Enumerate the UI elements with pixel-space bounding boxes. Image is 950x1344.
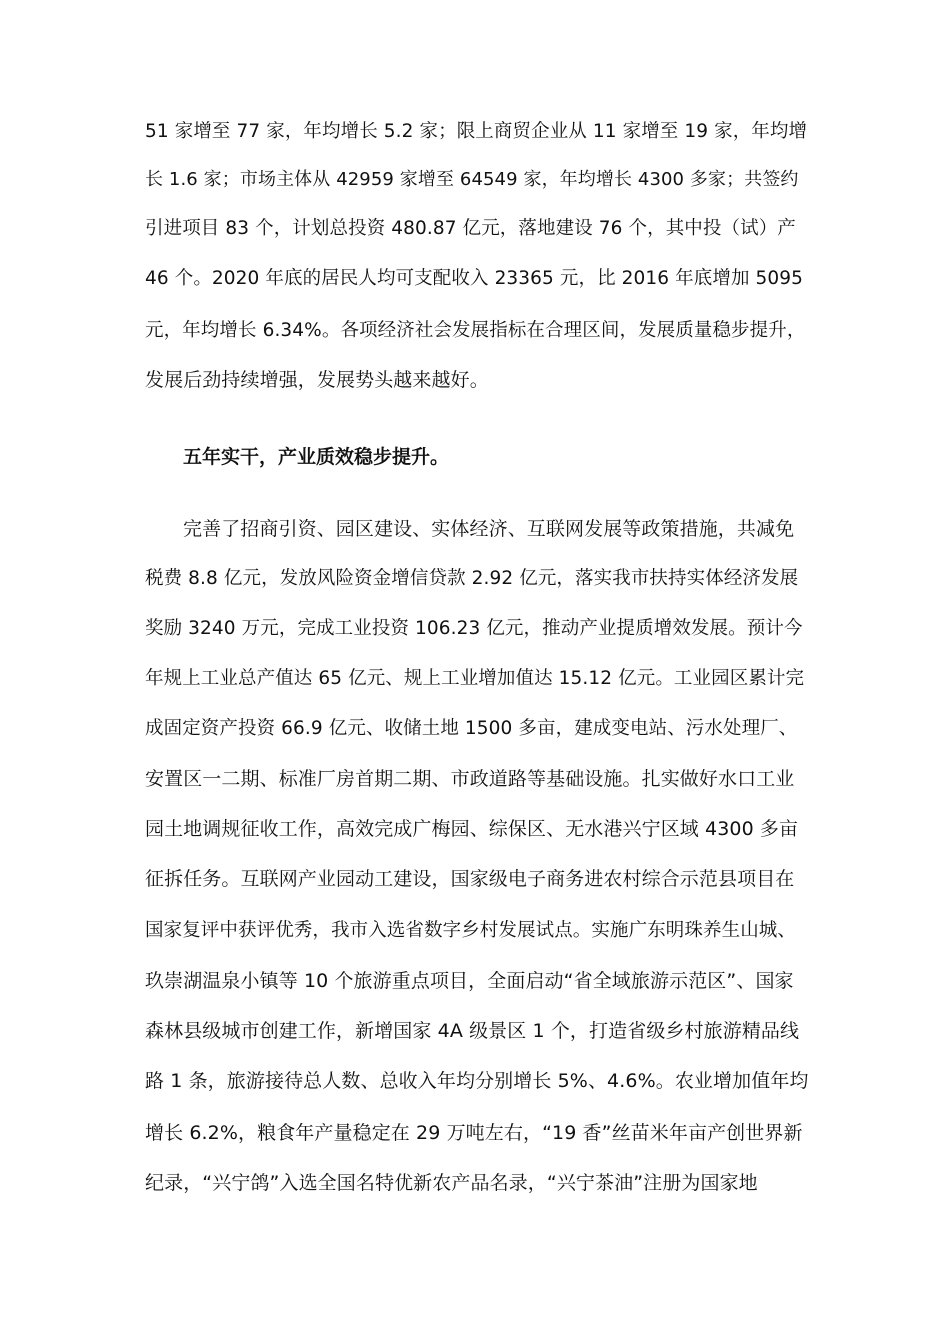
body-text-line: 安置区一二期、标准厂房首期二期、市政道路等基础设施。扎实做好水口工业 [145, 768, 795, 790]
body-text-line: 纪录，“兴宁鸽”入选全国名特优新农产品名录，“兴宁茶油”注册为国家地 [145, 1172, 758, 1194]
body-text-line: 发展后劲持续增强，发展势头越来越好。 [145, 369, 489, 391]
body-text-line: 税费 8.8 亿元，发放风险资金增信贷款 2.92 亿元，落实我市扶持实体经济发展 [145, 568, 799, 589]
body-text-line: 园土地调规征收工作，高效完成广梅园、综保区、无水港兴宁区域 4300 多亩 [145, 818, 799, 840]
body-text-line: 成固定资产投资 66.9 亿元、收储土地 1500 多亩，建成变电站、污水处理厂、 [145, 718, 798, 739]
body-text-line: 路 1 条，旅游接待总人数、总收入年均分别增长 5%、4.6%。农业增加值年均 [145, 1070, 809, 1092]
body-text-line: 长 1.6 家；市场主体从 42959 家增至 64549 家，年均增长 4300 多家；共签约 [145, 169, 799, 190]
body-text-line: 51 家增至 77 家，年均增长 5.2 家；限上商贸企业从 11 家增至 19 家，年均增 [145, 121, 808, 142]
body-text-line: 46 个。2020 年底的居民人均可支配收入 23365 元，比 2016 年底增加 5095 [145, 268, 804, 289]
body-text-line: 年规上工业总产值达 65 亿元、规上工业增加值达 15.12 亿元。工业园区累计完 [145, 668, 805, 689]
body-text-line: 元，年均增长 6.34%。各项经济社会发展指标在合理区间，发展质量稳步提升， [145, 320, 806, 341]
body-text-line: 增长 6.2%，粮食年产量稳定在 29 万吨左右，“19 香”丝苗米年亩产创世界新 [145, 1122, 803, 1144]
section-heading: 五年实干，产业质效稳步提升。 [183, 446, 450, 468]
body-text-line: 完善了招商引资、园区建设、实体经济、互联网发展等政策措施，共减免 [183, 518, 795, 540]
body-text-line: 引进项目 83 个，计划总投资 480.87 亿元，落地建设 76 个，其中投（试）产 [145, 218, 796, 239]
body-text-line: 玖崇湖温泉小镇等 10 个旅游重点项目，全面启动“省全域旅游示范区”、国家 [145, 970, 794, 992]
body-text-line: 国家复评中获评优秀，我市入选省数字乡村发展试点。实施广东明珠养生山城、 [145, 920, 797, 941]
body-text-line: 森林县级城市创建工作，新增国家 4A 级景区 1 个，打造省级乡村旅游精品线 [145, 1020, 800, 1042]
body-text-line: 征拆任务。互联网产业园动工建设，国家级电子商务进农村综合示范县项目在 [145, 868, 795, 890]
body-text-line: 奖励 3240 万元，完成工业投资 106.23 亿元，推动产业提质增效发展。预计今 [145, 618, 803, 639]
